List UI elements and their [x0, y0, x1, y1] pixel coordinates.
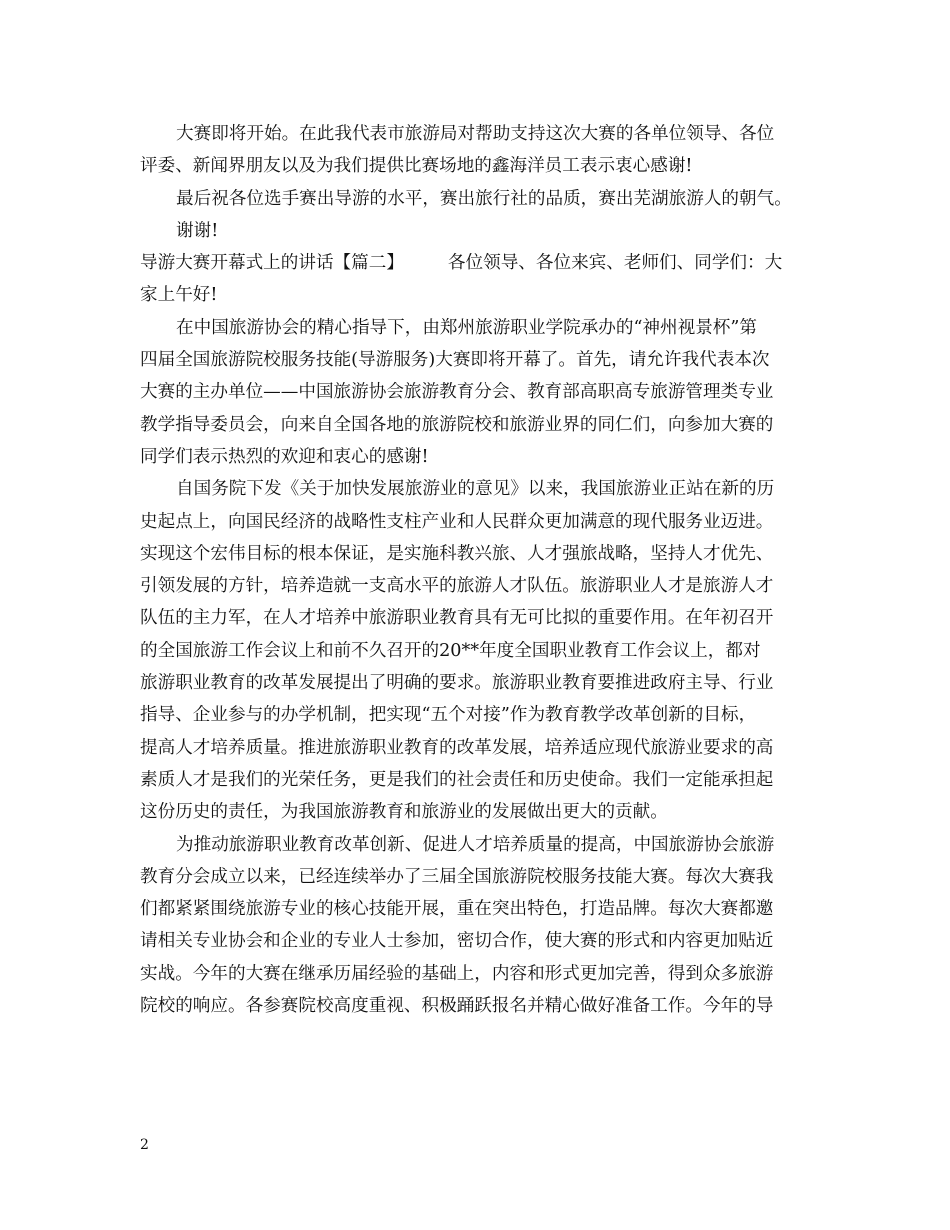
text-line: 最后祝各位选手赛出导游的水平，赛出旅行社的品质，赛出芜湖旅游人的朝气。	[176, 188, 792, 209]
text-line: 请相关专业协会和企业的专业人士参加，密切合作，使大赛的形式和内容更加贴近	[140, 931, 774, 952]
text-line: 队伍的主力军，在人才培养中旅游职业教育具有无可比拟的重要作用。在年初召开	[140, 608, 774, 629]
greeting-end: 家上午好!	[140, 285, 218, 306]
text-line: 教育分会成立以来，已经连续举办了三届全国旅游院校服务技能大赛。每次大赛我	[140, 866, 774, 887]
text-line: 大赛即将开始。在此我代表市旅游局对帮助支持这次大赛的各单位领导、各位	[176, 124, 775, 144]
section-title: 导游大赛开幕式上的讲话【篇二】	[140, 253, 404, 274]
text-line: 这份历史的责任，为我国旅游教育和旅游业的发展做出更大的贡献。	[140, 802, 668, 823]
text-line: 提高人才培养质量。推进旅游职业教育的改革发展，培养适应现代旅游业要求的高	[140, 737, 774, 758]
text-line: 院校的响应。各参赛院校高度重视、积极踊跃报名并精心做好准备工作。今年的导	[140, 996, 774, 1017]
heading-line	[140, 247, 820, 279]
paragraph-closing	[140, 215, 820, 247]
text-line: 们都紧紧围绕旅游专业的核心技能开展，重在突出特色，打造品牌。每次大赛都邀	[140, 899, 774, 920]
text-line: 自国务院下发《关于加快发展旅游业的意见》以来，我国旅游业正站在新的历	[176, 479, 775, 500]
text-line: 在中国旅游协会的精心指导下，由郑州旅游职业学院承办的“神州视景杯”第	[176, 317, 757, 338]
paragraph-intro	[140, 312, 820, 473]
text-line: 素质人才是我们的光荣任务，更是我们的社会责任和历史使命。我们一定能承担起	[140, 769, 774, 790]
paragraph-competition	[140, 829, 820, 1023]
text-line: 指导、企业参与的办学机制，把实现“五个对接”作为教育教学改革创新的目标，	[140, 705, 757, 726]
greeting-start: 各位领导、各位来宾、老师们、同学们：大	[447, 253, 783, 274]
paragraph-thanks	[140, 118, 820, 183]
text-line: 评委、新闻界朋友以及为我们提供比赛场地的鑫海洋员工表示衷心感谢!	[140, 156, 693, 177]
page-number: 2	[140, 1137, 149, 1153]
text-line: 实战。今年的大赛在继承历届经验的基础上，内容和形式更加完善，得到众多旅游	[140, 963, 774, 984]
paragraph-policy	[140, 473, 820, 828]
text-line: 教学指导委员会，向来自全国各地的旅游院校和旅游业界的同仁们，向参加大赛的	[140, 414, 774, 435]
text-line: 引领发展的方针，培养造就一支高水平的旅游人才队伍。旅游职业人才是旅游人才	[140, 576, 774, 597]
text-line: 的全国旅游工作会议上和前不久召开的20**年度全国职业教育工作会议上，都对	[140, 640, 761, 661]
text-line: 大赛的主办单位——中国旅游协会旅游教育分会、教育部高职高专旅游管理类专业	[140, 382, 774, 403]
text-line: 谢谢!	[176, 220, 219, 241]
text-line: 实现这个宏伟目标的根本保证，是实施科教兴旅、人才强旅战略，坚持人才优先、	[140, 543, 774, 564]
text-line: 旅游职业教育的改革发展提出了明确的要求。旅游职业教育要推进政府主导、行业	[140, 673, 774, 694]
text-line: 史起点上，向国民经济的战略性支柱产业和人民群众更加满意的现代服务业迈进。	[140, 511, 774, 532]
text-line: 四届全国旅游院校服务技能(导游服务)大赛即将开幕了。首先，请允许我代表本次	[140, 350, 770, 371]
paragraph-wishes	[140, 183, 820, 215]
section-heading	[140, 247, 820, 312]
document-body	[140, 118, 820, 1022]
text-line: 为推动旅游职业教育改革创新、促进人才培养质量的提高，中国旅游协会旅游	[176, 834, 775, 855]
text-line: 同学们表示热烈的欢迎和衷心的感谢!	[140, 446, 429, 467]
